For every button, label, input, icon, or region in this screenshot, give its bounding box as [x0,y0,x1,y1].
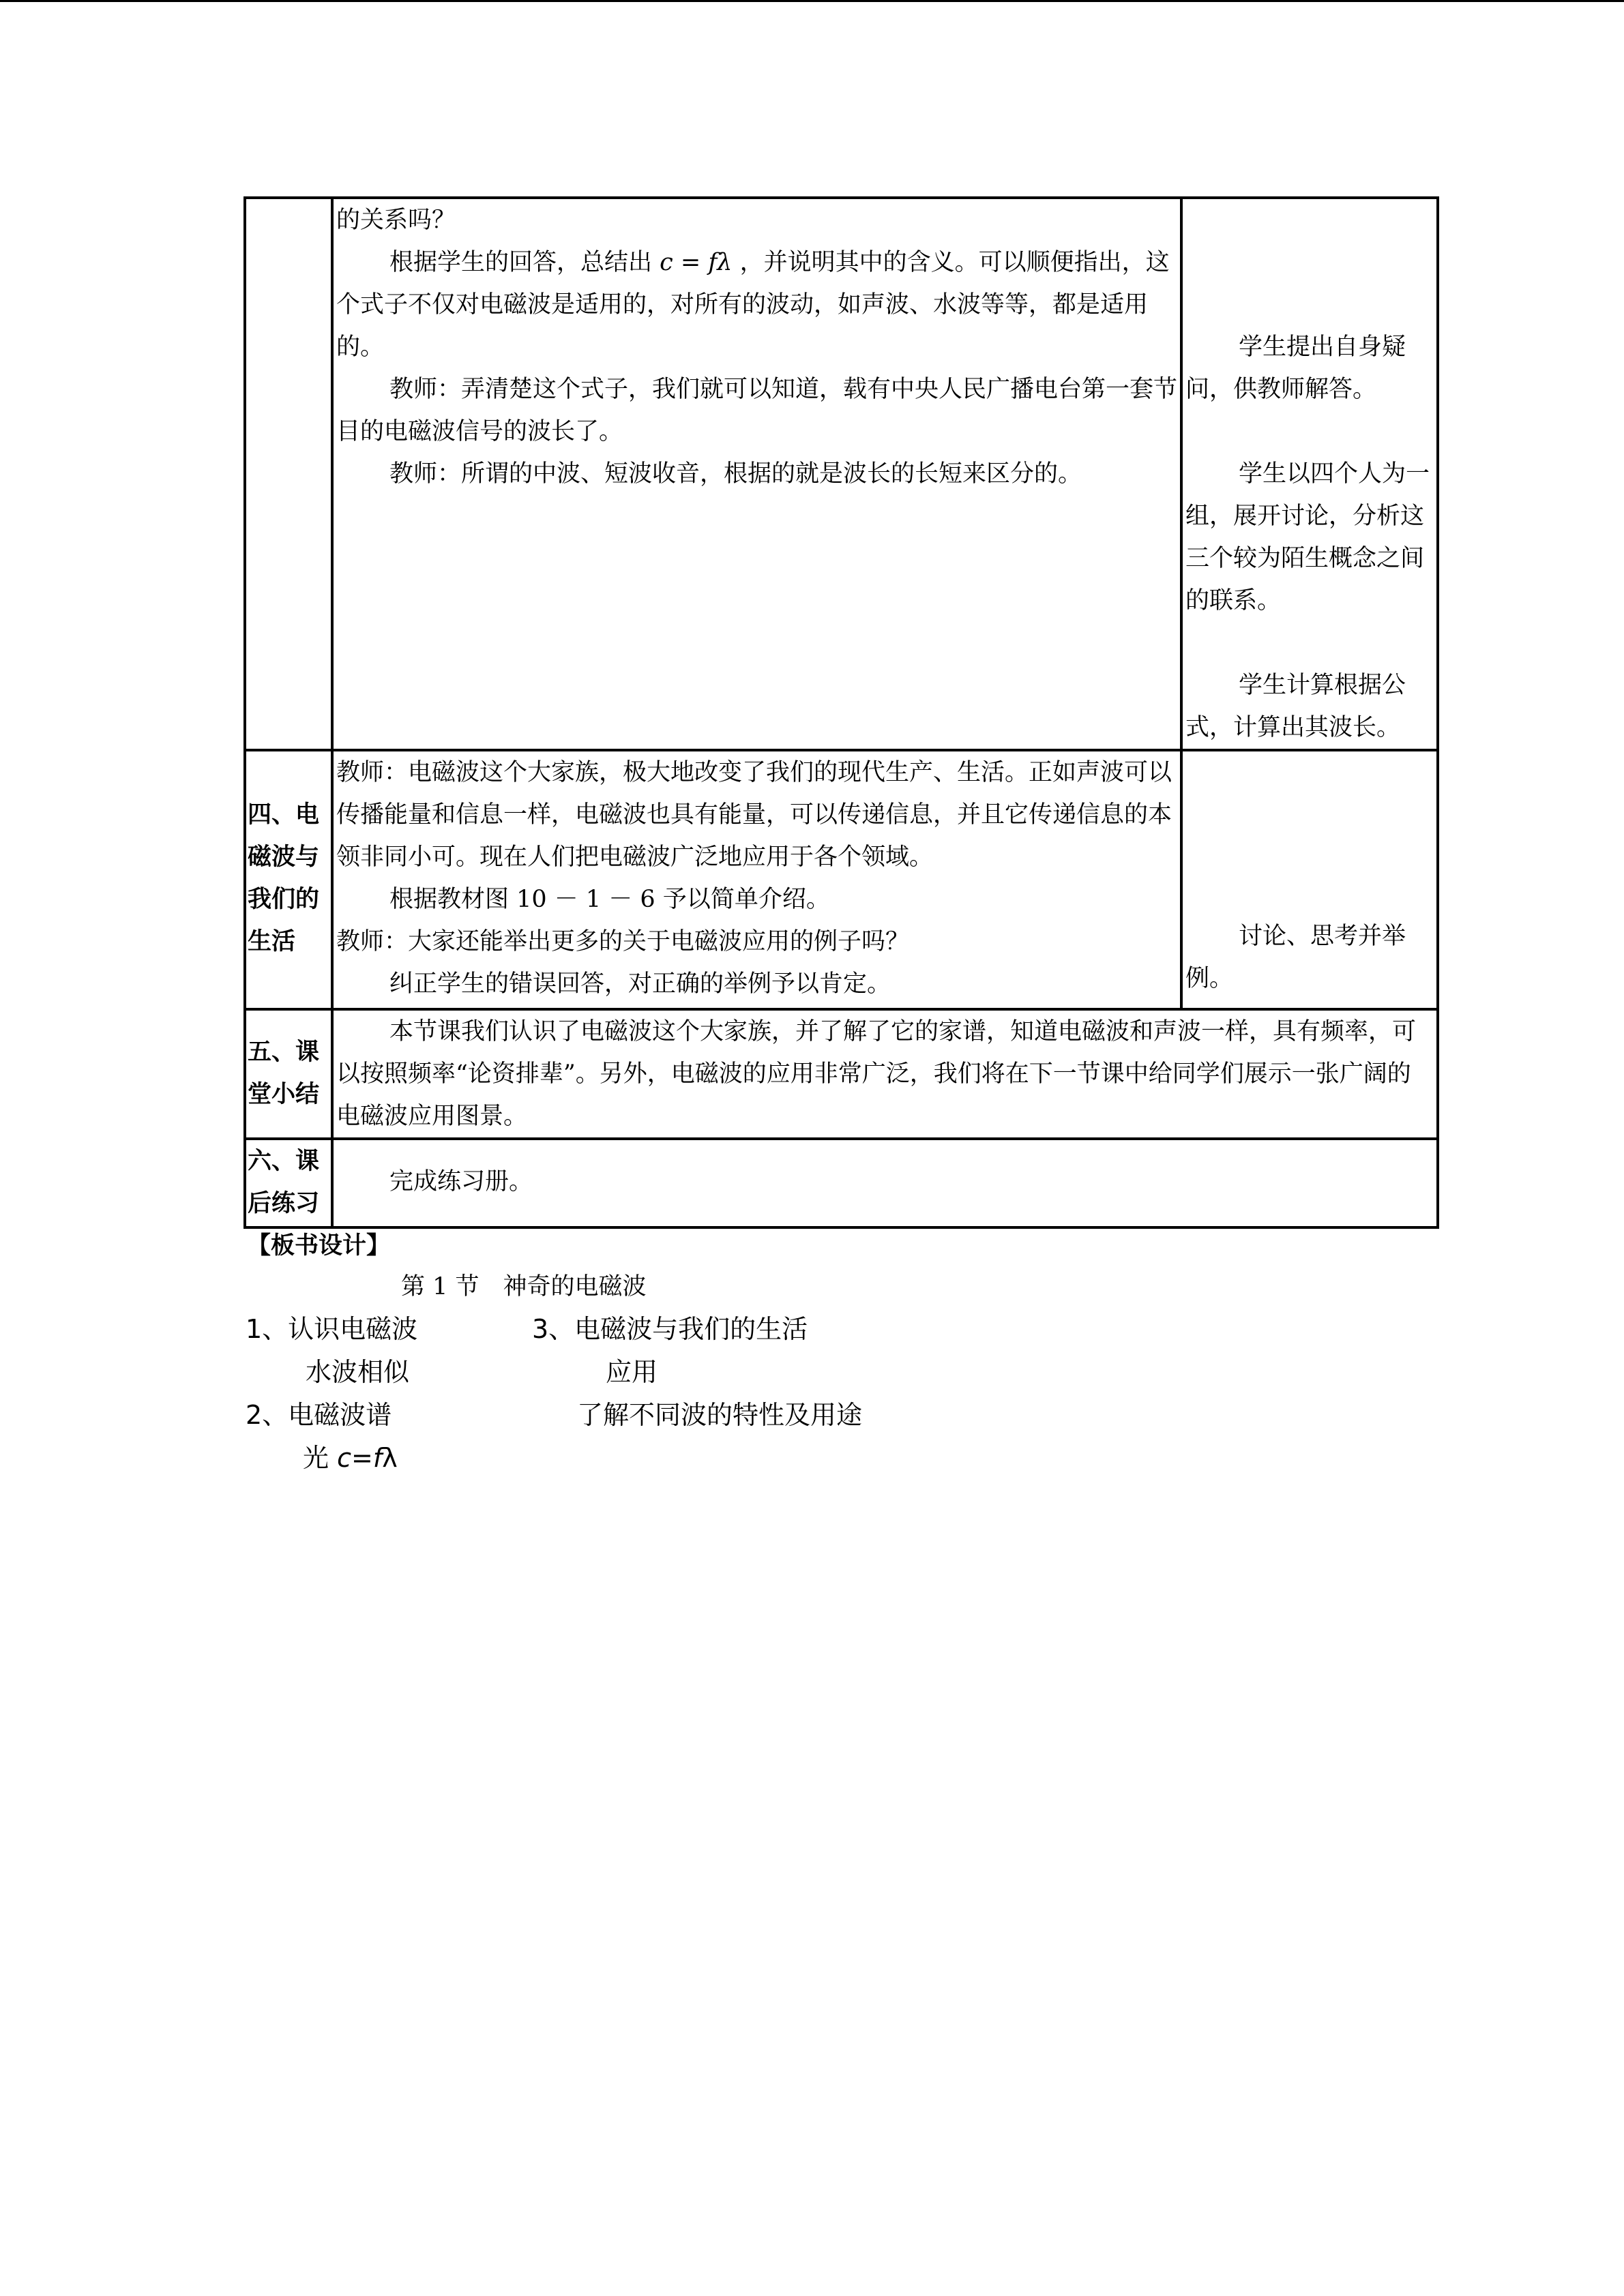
board-light-formula [303,1441,398,1475]
formula: c=f [337,1443,383,1473]
summary-cell [332,1009,1438,1139]
board-design-heading: 【板书设计】 [247,1232,391,1259]
text-span: 根据学生的回答，总结出 [389,249,653,276]
stage-cell: 五、课堂小结 [245,1009,332,1139]
student-activity-cell [1181,750,1438,1009]
stage-cell [245,198,332,750]
board-item-2-note: 了解不同波的特性及用途 [577,1400,863,1430]
summary-text: 本节课我们认识了电磁波这个大家族，并了解了它的家谱，知道电磁波和声波一样，具有频率，可以按照频率“论资排辈”。另外，电磁波的应用非常广泛，我们将在下一节课中给同学们展示一张广阔的电磁波应用图景。 [336,1018,1417,1130]
board-item-3: 3、电磁波与我们的生活 [532,1314,808,1344]
student-activity-cell [1181,198,1438,750]
lambda-symbol: λ [382,1443,398,1473]
page-top-border [0,0,1624,2]
board-item-1-sub: 水波相似 [306,1357,410,1387]
student-note: 学生提出自身疑问，供教师解答。 [1185,333,1406,403]
text-line: 的关系吗？ [336,207,456,234]
board-title: 第 1 节 神奇的电磁波 [401,1273,647,1300]
formula: c = fλ [660,249,733,276]
board-item-2: 2、电磁波谱 [246,1400,392,1430]
text-line [336,241,1177,368]
text-line: 教师：大家还能举出更多的关于电磁波应用的例子吗？ [336,928,910,955]
board-item-1: 1、认识电磁波 [246,1314,418,1344]
table-row [245,198,1438,750]
table-row [245,1009,1438,1139]
text-line: 根据教材图 10 － 1 － 6 予以简单介绍。 [389,886,830,913]
text-line: 纠正学生的错误回答，对正确的举例予以肯定。 [389,970,891,998]
stage-cell: 六、课后练习 [245,1139,332,1227]
light-label: 光 [303,1443,329,1473]
stage-cell: 四、电磁波与我们的生活 [245,750,332,1009]
homework-cell [332,1139,1438,1227]
text-line: 教师：弄清楚这个式子，我们就可以知道，载有中央人民广播电台第一套节目的电磁波信号的波长了。 [336,376,1178,445]
table-row [245,1139,1438,1227]
text-span: ，并说明其中的含义。可以顺便指出，这个式子不仅对电磁波是适用的，对所有的波动，如声波、水波等等，都是适用的。 [336,249,1170,361]
text-line: 教师：所谓的中波、短波收音，根据的就是波长的长短来区分的。 [389,460,1082,488]
student-note: 学生计算根据公式，计算出其波长。 [1185,672,1406,741]
text-line: 教师：电磁波这个大家族，极大地改变了我们的现代生产、生活。正如声波可以传播能量和信息一样，电磁波也具有能量，可以传递信息，并且它传递信息的本领非同小可。现在人们把电磁波广泛地应用于各个领域。 [336,759,1172,871]
lesson-plan-table [243,196,1439,1229]
teacher-activity-cell [332,750,1181,1009]
table-row [245,750,1438,1009]
student-note: 讨论、思考并举例。 [1185,923,1406,992]
homework-text: 完成练习册。 [389,1168,533,1195]
teacher-activity-cell [332,198,1181,750]
board-item-3-sub: 应用 [606,1357,658,1387]
student-note: 学生以四个人为一组，展开讨论，分析这三个较为陌生概念之间的联系。 [1185,460,1430,614]
